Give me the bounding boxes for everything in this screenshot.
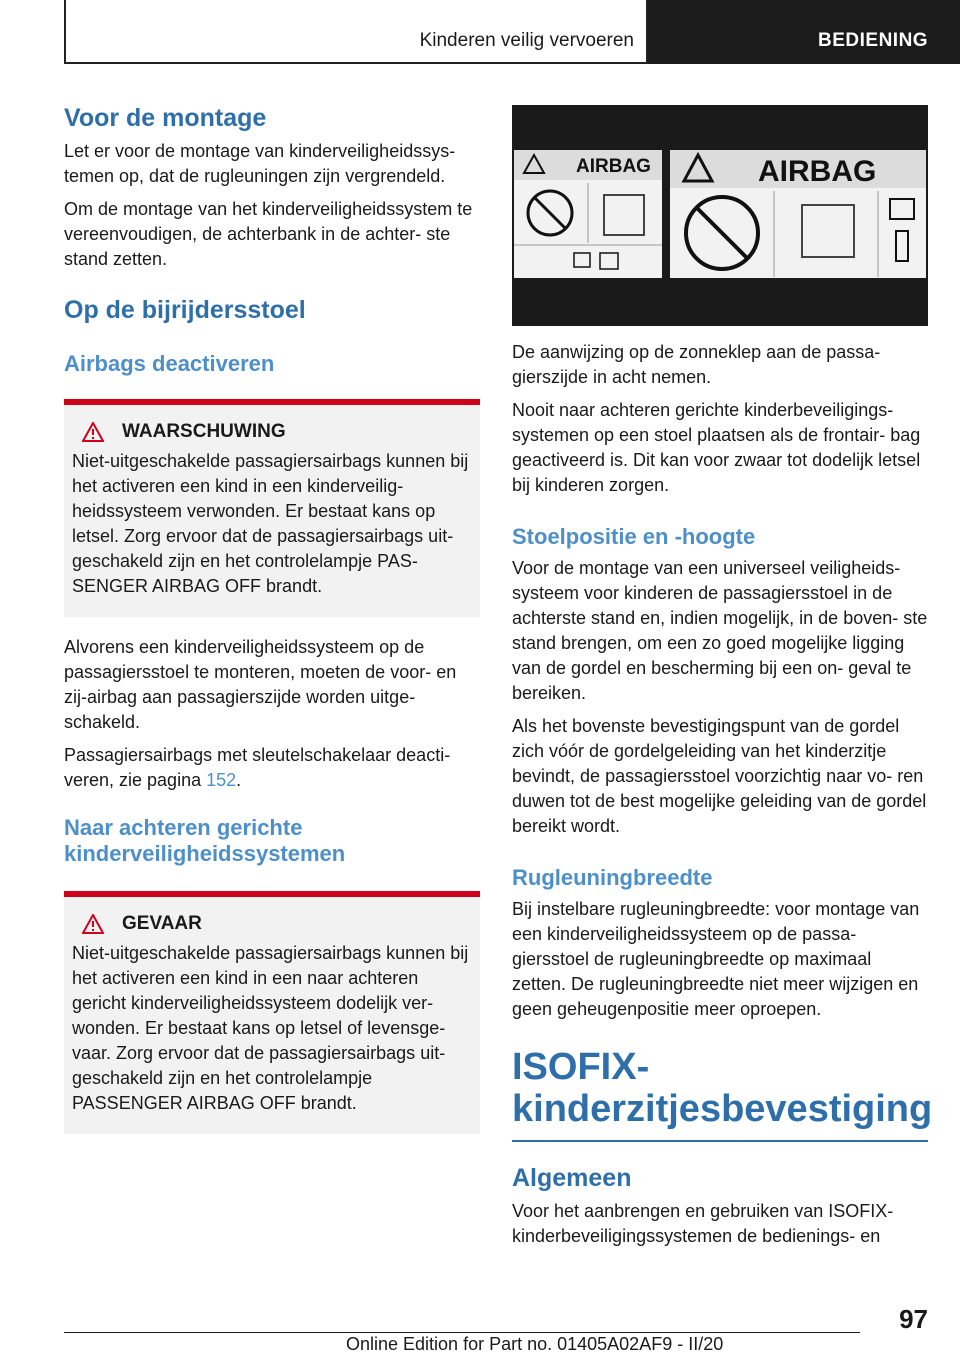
heading-voor-de-montage: Voor de montage	[64, 104, 267, 132]
paragraph: Voor de montage van een universeel veiligheids‐ systeem voor kinderen de passagiersstoel in de achterste stand en, indien mogelijk, in de boven‐ ste stand brengen, om een zo goed mogelijke ligging van de gordel en bescherming bij een on‐ geval te bereiken.	[512, 558, 928, 703]
paragraph: Voor het aanbrengen en gebruiken van ISOFIX- kinderbeveiligingssystemen de bedienings- en	[512, 1201, 894, 1246]
heading-rugleuningbreedte: Rugleuningbreedte	[512, 865, 713, 890]
page-link[interactable]: 152	[206, 770, 237, 790]
airbag-label-small-text: AIRBAG	[576, 156, 651, 177]
page-number: 97	[899, 1304, 928, 1334]
chapter-title: Kinderen veilig vervoeren	[419, 30, 634, 51]
paragraph: De aanwijzing op de zonneklep aan de passa‐ gierszijde in acht nemen.	[512, 342, 881, 387]
footer-divider	[64, 1332, 860, 1333]
heading-naar-achteren: Naar achteren gerichte kinderveiligheidssystemen	[64, 815, 346, 866]
warning-box	[64, 399, 480, 617]
airbag-label-large-text: AIRBAG	[758, 155, 877, 188]
warning-header	[72, 421, 472, 443]
page-header	[0, 0, 960, 66]
paragraph: Alvorens een kinderveiligheidssysteem op de passagiersstoel te monteren, moeten de voor- en zij-airbag aan passagierszijde worden uitge‐ schakeld.	[64, 637, 457, 732]
heading-op-de-bijrijdersstoel: Op de bijrijdersstoel	[64, 296, 306, 324]
paragraph-text: Passagiersairbags met sleutelschakelaar deacti‐ veren, zie pagina	[64, 745, 451, 790]
warning-icon	[82, 422, 104, 442]
heading-airbags-deactiveren: Airbags deactiveren	[64, 351, 275, 376]
warning-text: Niet-uitgeschakelde passagiersairbags kunnen bij het activeren een kind in een kinderveilig‐ heidssysteem verwonden. Er bestaat kans op letsel. Zorg ervoor dat de passagiersairbags uit‐ geschakeld zijn en het controlelampje PAS‐ SENGER AIRBAG OFF brandt.	[72, 451, 469, 596]
section-tab	[648, 0, 960, 64]
paragraph: Als het bovenste bevestigingspunt van de gordel zich vóór de gordelgeleiding van het kinderzitje bevindt, de passagiersstoel voorzichtig naar vo‐ ren duwen tot de best mogelijke geleiding van de gordel bereikt wordt.	[512, 716, 927, 836]
paragraph: Let er voor de montage van kinderveiligheidssys‐ temen op, dat de rugleuningen zijn vergrendeld.	[64, 141, 456, 186]
left-column	[64, 100, 480, 1134]
paragraph	[64, 743, 480, 793]
heading-algemeen: Algemeen	[512, 1164, 632, 1192]
paragraph-text: .	[236, 770, 242, 790]
edition-text: Online Edition for Part no. 01405A02AF9 - II/20	[346, 1334, 724, 1354]
section-title: BEDIENING	[818, 30, 929, 51]
airbag-warning-label-image	[512, 105, 928, 326]
warning-title: WAARSCHUWING	[122, 421, 286, 442]
heading-isofix: ISOFIX- kinderzitjesbevestiging	[512, 1046, 933, 1130]
right-column	[512, 105, 933, 1249]
danger-header	[72, 913, 472, 935]
paragraph: Om de montage van het kinderveiligheidssystem te vereenvoudigen, de achterbank in de achter‐ ste stand zetten.	[64, 199, 473, 269]
danger-box	[64, 891, 480, 1134]
danger-title: GEVAAR	[122, 913, 202, 934]
heading-stoelpositie: Stoelpositie en -hoogte	[512, 524, 756, 549]
paragraph: Bij instelbare rugleuningbreedte: voor montage van een kinderveiligheidssysteem op de passa‐ giersstoel de rugleuningbreedte op maximaal zetten. De rugleuningbreedte niet meer wijzigen en geen geheugenpositie meer oproepen.	[512, 899, 920, 1019]
chapter-tab	[64, 0, 648, 64]
paragraph: Nooit naar achteren gerichte kinderbeveiligings‐ systemen op een stoel plaatsen als de frontair‐ bag geactiveerd is. Dit kan voor zwaar tot dodelijk letsel bij kinderen zorgen.	[512, 400, 921, 495]
airbag-label-illustration	[512, 105, 928, 326]
title-divider	[512, 1140, 928, 1142]
danger-icon	[82, 914, 104, 934]
danger-text: Niet-uitgeschakelde passagiersairbags kunnen bij het activeren een kind in een naar achteren gericht kinderveiligheidssysteem dodelijk ver‐ wonden. Er bestaat kans op letsel of levensge‐ vaar. Zorg ervoor dat de passagiersairbags uit‐ geschakeld zijn en het controlelampje PASSENGER AIRBAG OFF brandt.	[72, 943, 469, 1113]
